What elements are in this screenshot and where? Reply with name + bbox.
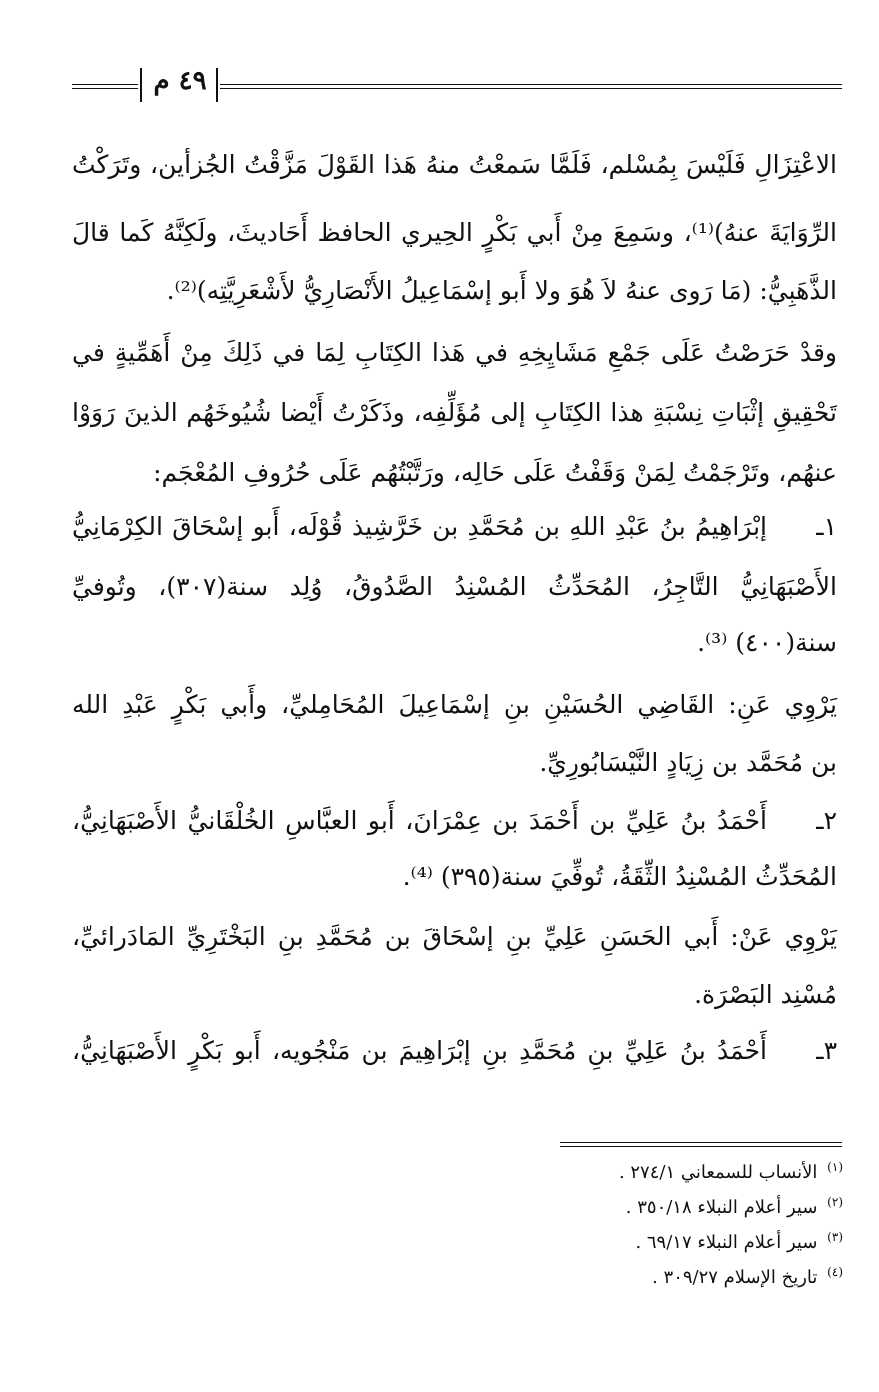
- header-rule-short: [72, 84, 138, 89]
- narration-line: مُسْنِد البَصْرَة.: [694, 980, 837, 1009]
- entry-line: الأَصْبَهَانِيُّ التَّاجِرُ، المُحَدِّثُ المُسْنِدُ الصَّدُوقُ، وُلِد سنة(٣٠٧)، وتُوفيِّ: [72, 572, 837, 601]
- entry-number: ٣ـ: [816, 1036, 837, 1065]
- entry-line: إبْرَاهِيمُ بنُ عَبْدِ اللهِ بن مُحَمَّدِ بن خَرَّشِيذ قُوْلَه، أَبو إسْحَاقَ الكِرْمَانِيُّ: [72, 512, 767, 541]
- footnote: [619, 1160, 843, 1183]
- entry-line: أَحْمَدُ بنُ عَلِيِّ بن أَحْمَدَ بن عِمْرَانَ، أَبو العبَّاسِ الخُلْقَانيُّ الأَصْبَهَانِيُّ،: [72, 806, 767, 835]
- footnote-text: الأنساب للسمعاني ٢٧٤/١ .: [618, 1162, 818, 1183]
- header-divider: [140, 68, 142, 102]
- narration-line: بن مُحَمَّد بن زِيَادٍ النَّيْسَابُورِيِّ.: [539, 748, 837, 777]
- body-line: وقدْ حَرَصْتُ عَلَى جَمْعِ مَشَايِخِهِ في هَذا الكِتَابِ لِمَا في ذَلِكَ مِنْ أَهَمِّيةٍ في: [72, 338, 838, 367]
- footnote: [626, 1195, 843, 1218]
- page-number: ٤٩ م: [153, 66, 207, 96]
- footnote-marker: (١): [827, 1160, 843, 1174]
- footnote-text: سير أعلام النبلاء ٦٩/١٧ .: [635, 1232, 818, 1253]
- body-line: عنهُم، وتَرْجَمْتُ لِمَنْ وَقَفْتُ عَلَى حَالِه، ورَتَّبْتُهُم عَلَى حُرُوفِ المُعْجَم:: [153, 458, 837, 487]
- narration-line: يَرْوِي عَنْ: أَبي الحَسَنِ عَلِيِّ بنِ إسْحَاقَ بن مُحَمَّدِ بنِ البَخْتَرِيِّ المَادَرائيِّ،: [72, 922, 837, 951]
- footnote: [635, 1230, 843, 1253]
- footnote-text: تاريخ الإسلام ٣٠٩/٢٧ .: [652, 1267, 818, 1288]
- footnote-text: سير أعلام النبلاء ٣٥٠/١٨ .: [625, 1197, 818, 1218]
- entry-number: ٢ـ: [816, 806, 837, 835]
- body-line: الرِّوَايَةَ عنهُ)⁽¹⁾، وسَمِعَ مِنْ أَبي بَكْرٍ الحِيري الحافظ أَحَاديثَ، ولَكِنَّهُ كَما قالَ: [72, 218, 837, 247]
- entry-line: سنة(٤٠٠) ⁽³⁾.: [697, 628, 837, 657]
- header-divider: [216, 68, 218, 102]
- body-line: الاعْتِزَالِ فَلَيْسَ بِمُسْلم، فَلَمَّا سَمعْتُ منهُ هَذا القَوْلَ مَزَّقْتُ الجُزأين، وتَرَكْتُ: [72, 150, 837, 179]
- footnote: [652, 1265, 843, 1288]
- footnote-marker: (٣): [827, 1230, 843, 1244]
- footnote-marker: (٢): [827, 1195, 843, 1209]
- body-line: تَحْقِيقِ إثْبَاتِ نِسْبَةِ هذا الكِتَابِ إلى مُؤَلِّفِه، وذَكَرْتُ أَيْضا شُيُوخَهُم الذينَ رَوَوْا: [72, 398, 837, 427]
- narration-line: يَرْوِي عَنِ: القَاضِي الحُسَيْنِ بنِ إسْمَاعِيلَ المُحَامِليِّ، وأَبي بَكْرٍ عَبْدِ الله: [72, 690, 837, 719]
- body-line: الذَّهَبِيُّ: (مَا رَوى عنهُ لاَ هُوَ ولا أَبو إسْمَاعِيلُ الأَنْصَارِيُّ لأَشْعَرِيَّتِه)⁽²⁾.: [166, 276, 837, 305]
- entry-line: أَحْمَدُ بنُ عَلِيِّ بنِ مُحَمَّدِ بنِ إبْرَاهِيمَ بن مَنْجُويه، أَبو بَكْرٍ الأَصْبَهَانِيُّ،: [72, 1036, 767, 1065]
- footnote-marker: (٤): [827, 1265, 843, 1279]
- header-rule: [220, 84, 842, 89]
- entry-line: المُحَدِّثُ المُسْنِدُ الثِّقَةُ، تُوفِّيَ سنة(٣٩٥) ⁽⁴⁾.: [402, 862, 837, 891]
- entry-number: ١ـ: [816, 512, 837, 541]
- footnote-separator: [560, 1142, 842, 1147]
